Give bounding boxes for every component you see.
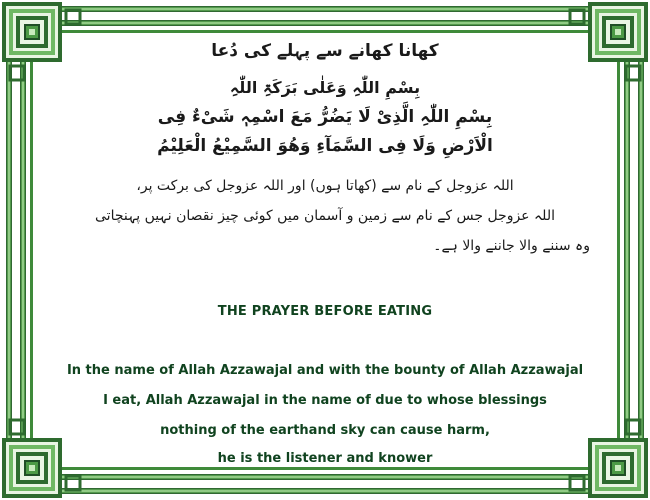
arabic-dua-line-2: بِسْمِ اللّٰہِ الَّذِیْ لَا یَضُرُّ مَعَ اسْمِہٖ شَیْءٌ فِی xyxy=(157,107,493,127)
english-line-3: nothing of the earthand sky can cause harm, xyxy=(160,423,490,438)
arabic-dua-line-3: الْاَرْضِ وَلَا فِی السَّمَآءِ وَھُوَ السَّمِیْعُ الْعَلِیْمُ xyxy=(157,136,493,156)
urdu-translation-line-1: اللہ عزوجل کے نام سے (کھاتا ہوں) اور اللہ عزوجل کی برکت پر، xyxy=(136,178,514,194)
urdu-translation-line-3: وہ سننے والا جاننے والا ہے۔ xyxy=(433,238,590,254)
urdu-title: کھانا کھانے سے پہلے کی دُعا xyxy=(211,41,439,61)
english-heading: THE PRAYER BEFORE EATING xyxy=(217,304,433,319)
prayer-card xyxy=(40,30,610,470)
english-line-4: he is the listener and knower xyxy=(217,451,433,466)
arabic-dua-line-1: بِسْمِ اللّٰہِ وَعَلٰی بَرَکَۃِ اللّٰہِ xyxy=(229,78,421,97)
english-line-2: I eat, Allah Azzawajal in the name of due to whose blessings xyxy=(103,393,547,408)
urdu-translation-line-2: اللہ عزوجل جس کے نام سے زمین و آسمان میں کوئی چیز نقصان نہیں پہنچاتی xyxy=(95,208,555,224)
english-line-1: In the name of Allah Azzawajal and with the bounty of Allah Azzawajal xyxy=(66,363,584,378)
